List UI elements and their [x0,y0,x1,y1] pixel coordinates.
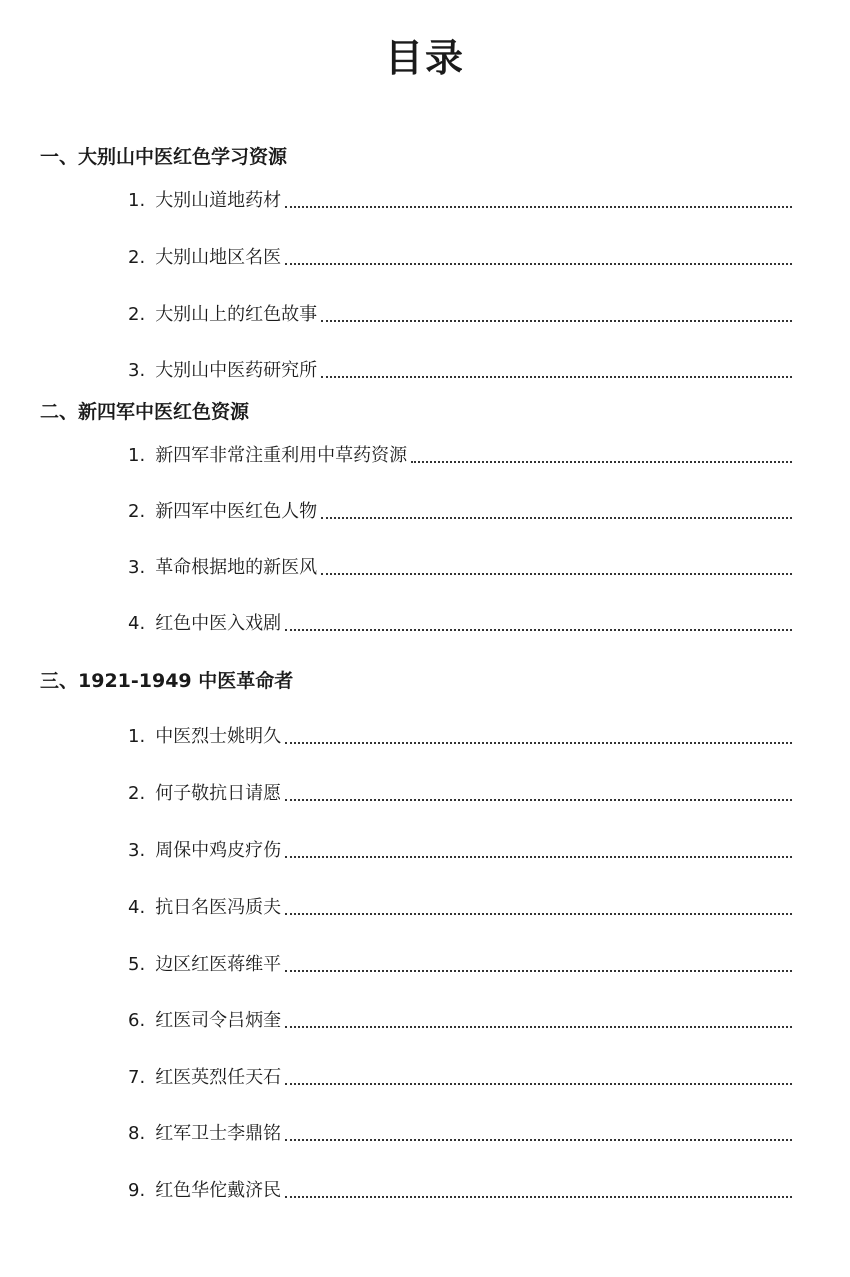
entry-label: 中医烈士姚明久 [155,726,282,747]
entry-number: 9. [128,1180,146,1201]
toc-entry[interactable] [128,186,792,214]
entry-number: 2. [128,304,146,325]
entry-label: 边区红医蒋维平 [155,954,282,975]
entry-number: 2. [128,501,146,522]
dot-leader [321,376,792,378]
dot-leader [285,799,792,801]
dot-leader [285,629,792,631]
entry-label: 抗日名医冯质夫 [155,897,282,918]
entry-number: 3. [128,557,146,578]
section-heading-2: 二、新四军中医红色资源 [40,401,250,423]
entry-label: 新四军非常注重利用中草药资源 [155,445,408,466]
entry-label: 大别山地区名医 [155,247,282,268]
entry-label: 大别山道地药材 [155,190,282,211]
dot-leader [285,742,792,744]
entry-label: 大别山上的红色故事 [155,304,318,325]
entry-label: 红色中医入戏剧 [155,613,282,634]
toc-entry[interactable] [128,1119,792,1147]
entry-number: 2. [128,247,146,268]
entry-label: 大别山中医药研究所 [155,360,318,381]
toc-entry[interactable] [128,300,792,328]
entry-number: 1. [128,445,146,466]
dot-leader [285,263,792,265]
dot-leader [321,320,792,322]
dot-leader [321,573,792,575]
entry-number: 8. [128,1123,146,1144]
toc-entry[interactable] [128,893,792,921]
toc-entry[interactable] [128,356,792,384]
page-title: 目录 [384,36,465,80]
entry-number: 3. [128,360,146,381]
dot-leader [285,1196,792,1198]
entry-number: 6. [128,1010,146,1031]
entry-label: 周保中鸡皮疗伤 [155,840,282,861]
entry-label: 红色华佗戴济民 [155,1180,282,1201]
entry-label: 何子敬抗日请愿 [155,783,282,804]
toc-entry[interactable] [128,441,792,469]
dot-leader [321,517,792,519]
entry-number: 1. [128,726,146,747]
section-heading-3: 三、1921-1949 中医革命者 [40,670,294,692]
entry-label: 革命根据地的新医风 [155,557,318,578]
dot-leader [285,1139,792,1141]
entry-number: 3. [128,840,146,861]
dot-leader [285,970,792,972]
dot-leader [285,1083,792,1085]
toc-entry[interactable] [128,497,792,525]
entry-number: 5. [128,954,146,975]
entry-number: 4. [128,613,146,634]
entry-number: 7. [128,1067,146,1088]
toc-entry[interactable] [128,836,792,864]
dot-leader [285,913,792,915]
entry-number: 1. [128,190,146,211]
toc-entry[interactable] [128,553,792,581]
toc-entry[interactable] [128,779,792,807]
dot-leader [285,206,792,208]
entry-number: 2. [128,783,146,804]
toc-entry[interactable] [128,1006,792,1034]
entry-label: 新四军中医红色人物 [155,501,318,522]
toc-entry[interactable] [128,609,792,637]
dot-leader [285,856,792,858]
entry-label: 红医英烈任天石 [155,1067,282,1088]
toc-entry[interactable] [128,243,792,271]
entry-number: 4. [128,897,146,918]
entry-label: 红军卫士李鼎铭 [155,1123,282,1144]
toc-entry[interactable] [128,722,792,750]
section-heading-1: 一、大别山中医红色学习资源 [40,146,288,168]
entry-label: 红医司令吕炳奎 [155,1010,282,1031]
dot-leader [411,461,792,463]
toc-entry[interactable] [128,950,792,978]
dot-leader [285,1026,792,1028]
toc-entry[interactable] [128,1176,792,1204]
toc-entry[interactable] [128,1063,792,1091]
